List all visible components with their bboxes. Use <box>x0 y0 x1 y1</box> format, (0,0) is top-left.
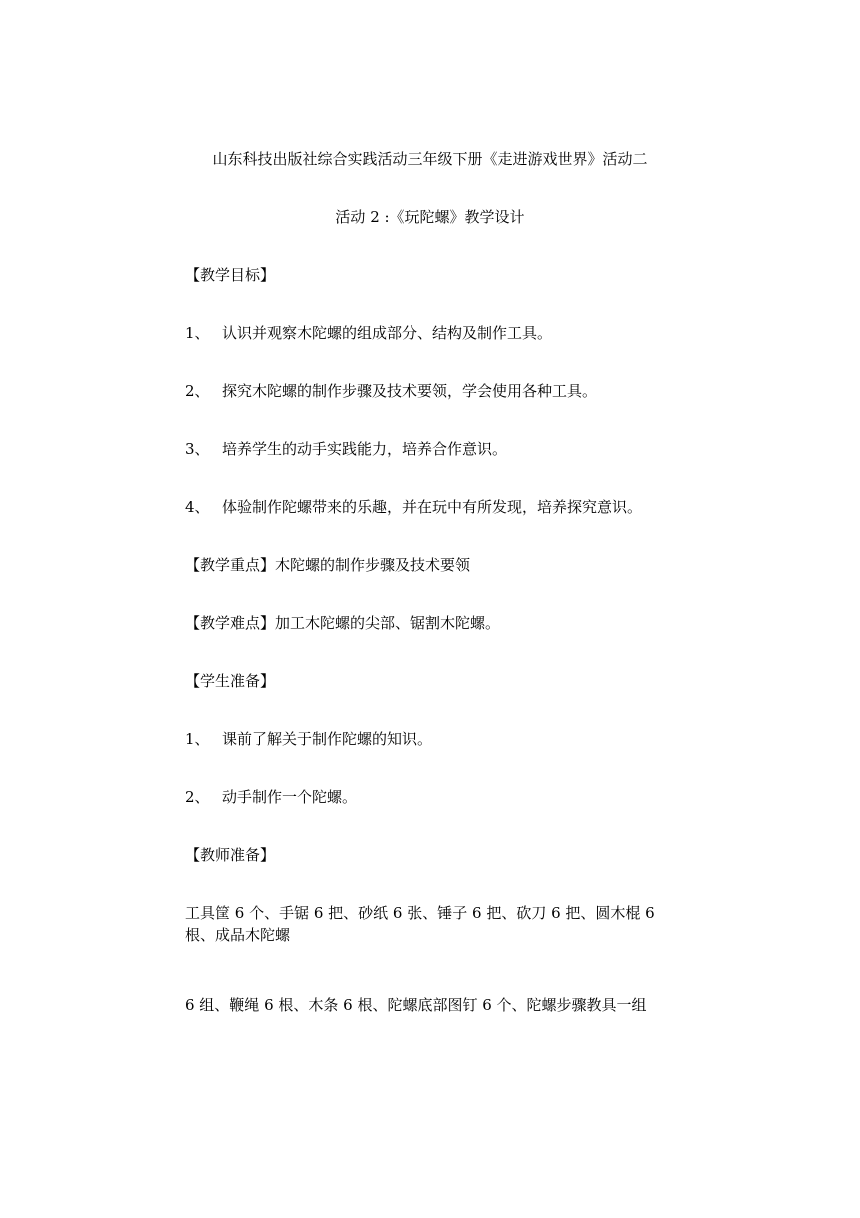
teacher-prep-paragraph-1: 工具筐 6 个、手锯 6 把、砂纸 6 张、锤子 6 把、砍刀 6 把、圆木棍 6 根、成品木陀螺 <box>185 904 655 944</box>
objective-number: 1、 <box>185 324 210 342</box>
key-point: 【教学重点】木陀螺的制作步骤及技术要领 <box>185 556 471 574</box>
student-prep-heading: 【学生准备】 <box>185 672 276 690</box>
student-prep-item-1 <box>185 728 432 750</box>
objective-item-1 <box>185 322 552 344</box>
student-prep-text: 动手制作一个陀螺。 <box>222 788 358 806</box>
document-title: 活动 2 :《玩陀螺》教学设计 <box>335 208 525 226</box>
objective-item-2 <box>185 380 597 402</box>
objective-number: 2、 <box>185 382 210 400</box>
difficult-point: 【教学难点】加工木陀螺的尖部、锯割木陀螺。 <box>185 614 501 632</box>
document-header: 山东科技出版社综合实践活动三年级下册《走进游戏世界》活动二 <box>212 150 648 168</box>
objective-item-3 <box>185 438 507 460</box>
objectives-heading: 【教学目标】 <box>185 266 276 284</box>
teacher-prep-heading: 【教师准备】 <box>185 846 276 864</box>
student-prep-item-2 <box>185 786 357 808</box>
objective-number: 3、 <box>185 440 210 458</box>
objective-text: 体验制作陀螺带来的乐趣，并在玩中有所发现，培养探究意识。 <box>222 498 643 516</box>
objective-text: 培养学生的动手实践能力，培养合作意识。 <box>222 440 508 458</box>
objective-number: 4、 <box>185 498 210 516</box>
objective-text: 认识并观察木陀螺的组成部分、结构及制作工具。 <box>222 324 553 342</box>
teacher-prep-paragraph-2: 6 组、鞭绳 6 根、木条 6 根、陀螺底部图钉 6 个、陀螺步骤教具一组 <box>185 996 647 1014</box>
objective-item-4 <box>185 496 642 518</box>
student-prep-text: 课前了解关于制作陀螺的知识。 <box>222 730 433 748</box>
student-prep-number: 1、 <box>185 730 210 748</box>
objective-text: 探究木陀螺的制作步骤及技术要领，学会使用各种工具。 <box>222 382 598 400</box>
student-prep-number: 2、 <box>185 788 210 806</box>
